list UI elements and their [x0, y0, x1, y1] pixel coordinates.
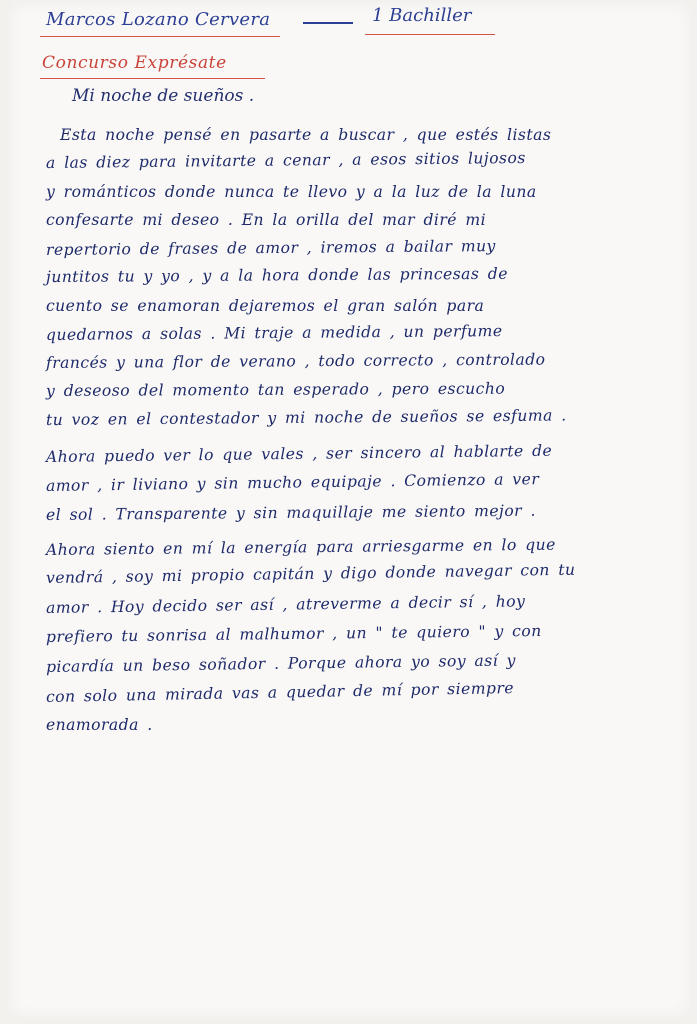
author-name: Marcos Lozano Cervera	[46, 9, 271, 30]
contest-title: Concurso Exprésate	[42, 53, 227, 73]
essay-line: vendrá , soy mi propio capitán y digo donde navegar con tu	[45, 560, 576, 587]
essay-line: a las diez para invitarte a cenar , a esos sitios lujosos	[45, 148, 526, 172]
essay-line: enamorada .	[46, 716, 153, 734]
essay-line: el sol . Transparente y sin maquillaje me siento mejor .	[45, 501, 536, 524]
essay-line: tu voz en el contestador y mi noche de sueños se esfuma .	[45, 406, 567, 429]
essay-line: repertorio de frases de amor , iremos a bailar muy	[45, 237, 496, 259]
essay-line: prefiero tu sonrisa al malhumor , un " te quiero " y con	[45, 621, 542, 646]
essay-line: amor , ir liviano y sin mucho equipaje . Comienzo a ver	[45, 470, 540, 495]
essay-line: quedarnos a solas . Mi traje a medida , un perfume	[45, 322, 503, 344]
essay-line: Ahora puedo ver lo que vales , ser sincero al hablarte de	[45, 441, 553, 466]
essay-line: confesarte mi deseo . En la orilla del mar diré mi	[46, 211, 487, 229]
header-dash	[303, 22, 353, 24]
essay-line: juntitos tu y yo , y a la hora donde las princesas de	[45, 264, 508, 286]
essay-line: y románticos donde nunca te llevo y a la luz de la luna	[46, 183, 537, 201]
course-underline	[365, 34, 495, 35]
essay-line: picardía un beso soñador . Porque ahora yo soy así y	[45, 651, 516, 676]
page-header	[0, 0, 697, 80]
essay-line: amor . Hoy decido ser así , atreverme a decir sí , hoy	[45, 592, 526, 617]
essay-line: cuento se enamoran dejaremos el gran salón para	[46, 297, 485, 315]
essay-line: francés y una flor de verano , todo correcto , controlado	[45, 350, 546, 372]
essay-title: Mi noche de sueños .	[72, 86, 255, 106]
contest-underline	[40, 78, 265, 79]
essay-line: y deseoso del momento tan esperado , pero escucho	[45, 379, 506, 400]
course-label: 1 Bachiller	[372, 5, 472, 26]
essay-line: Esta noche pensé en pasarte a buscar , que estés listas	[60, 126, 552, 144]
essay-line: Ahora siento en mí la energía para arriesgarme en lo que	[45, 535, 556, 559]
essay-line: con solo una mirada vas a quedar de mí por siempre	[45, 679, 515, 706]
author-underline	[40, 36, 280, 37]
